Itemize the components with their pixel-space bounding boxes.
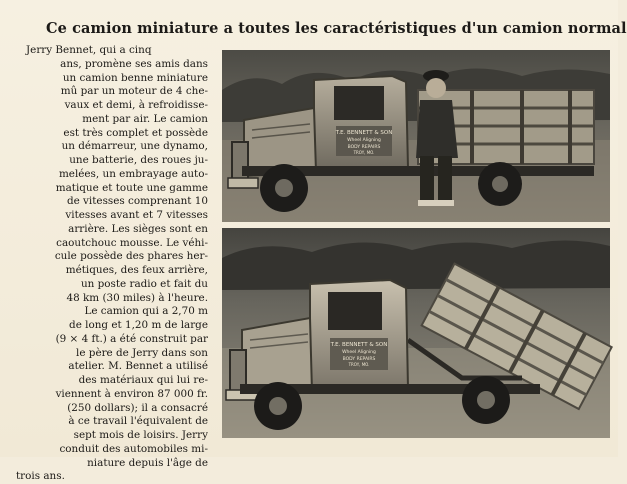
door-sign-line: Wheel Aligning: [342, 350, 376, 355]
article-line: caoutchouc mousse. Le véhi-: [56, 236, 208, 249]
article-line: vaux et demi, à refroidisse-: [64, 99, 208, 111]
article-line: un poste radio et fait du: [80, 277, 208, 290]
article-line: 48 km (30 miles) à l'heure.: [66, 291, 208, 304]
door-sign-line: T.E. BENNETT & SON: [330, 342, 388, 348]
article-line: est très complet et possède: [63, 126, 208, 139]
truck-wheel: [254, 382, 302, 430]
article-line: trois ans.: [16, 470, 65, 483]
article-line: à ce travail l'équivalent de: [68, 415, 208, 428]
article-line: vitesses avant et 7 vitesses: [65, 209, 208, 221]
article-line: arrière. Les sièges sont en: [68, 222, 208, 235]
photo-dump-truck-raised: [222, 228, 610, 438]
article-line: (9 × 4 ft.) a été construit par: [55, 332, 208, 345]
truck-wheel: [260, 164, 308, 212]
photo-boy-with-truck-image: [222, 50, 610, 222]
article-line: melées, un embrayage auto-: [58, 167, 208, 180]
article-line: atelier. M. Bennet a utilisé: [68, 360, 208, 373]
truck-wheel: [478, 162, 522, 206]
article-line: Jerry Bennet, qui a cinq: [26, 44, 152, 56]
article-line: une batterie, des roues ju-: [69, 154, 208, 166]
door-sign-line: TROY, MO.: [348, 362, 370, 367]
photo-boy-with-truck: [222, 50, 610, 222]
article-line: niature depuis l'âge de: [87, 456, 208, 469]
article-line: de long et 1,20 m de large: [69, 319, 208, 331]
article-body: [16, 44, 208, 483]
door-sign-line: T.E. BENNETT & SON: [335, 130, 393, 136]
article-headline: Ce camion miniature a toutes les caractéristiques d'un camion normal: [46, 20, 627, 37]
article-line: conduit des automobiles mi-: [59, 442, 208, 455]
article-line: de vitesses comprenant 10: [66, 195, 208, 208]
article-line: des matériaux qui lui re-: [78, 374, 208, 386]
article-line: Le camion qui a 2,70 m: [84, 305, 208, 318]
article-line: (250 dollars); il a consacré: [67, 401, 208, 414]
article-line: un camion benne miniature: [62, 71, 208, 84]
article-line: mû par un moteur de 4 che-: [60, 85, 208, 98]
article-line: cule possède des phares her-: [54, 250, 208, 263]
article-line: le père de Jerry dans son: [76, 346, 208, 359]
article-line: un démarreur, une dynamo,: [61, 140, 208, 153]
door-sign-line: BODY REPAIRS: [347, 145, 381, 150]
article-line: ment par air. Le camion: [82, 112, 208, 125]
article-line: matique et toute une gamme: [55, 181, 208, 194]
article-line: sept mois de loisirs. Jerry: [73, 429, 208, 441]
door-sign-line: BODY REPAIRS: [342, 357, 376, 362]
article-line: ans, promène ses amis dans: [60, 57, 208, 70]
photo-dump-truck-raised-image: [222, 228, 610, 438]
truck-wheel: [462, 376, 510, 424]
article-line: métiques, des feux arrière,: [65, 264, 208, 276]
article-line: viennent à environ 87 000 fr.: [55, 387, 208, 400]
door-sign-line: Wheel Aligning: [347, 138, 381, 143]
door-sign-line: TROY, MO.: [353, 150, 375, 155]
